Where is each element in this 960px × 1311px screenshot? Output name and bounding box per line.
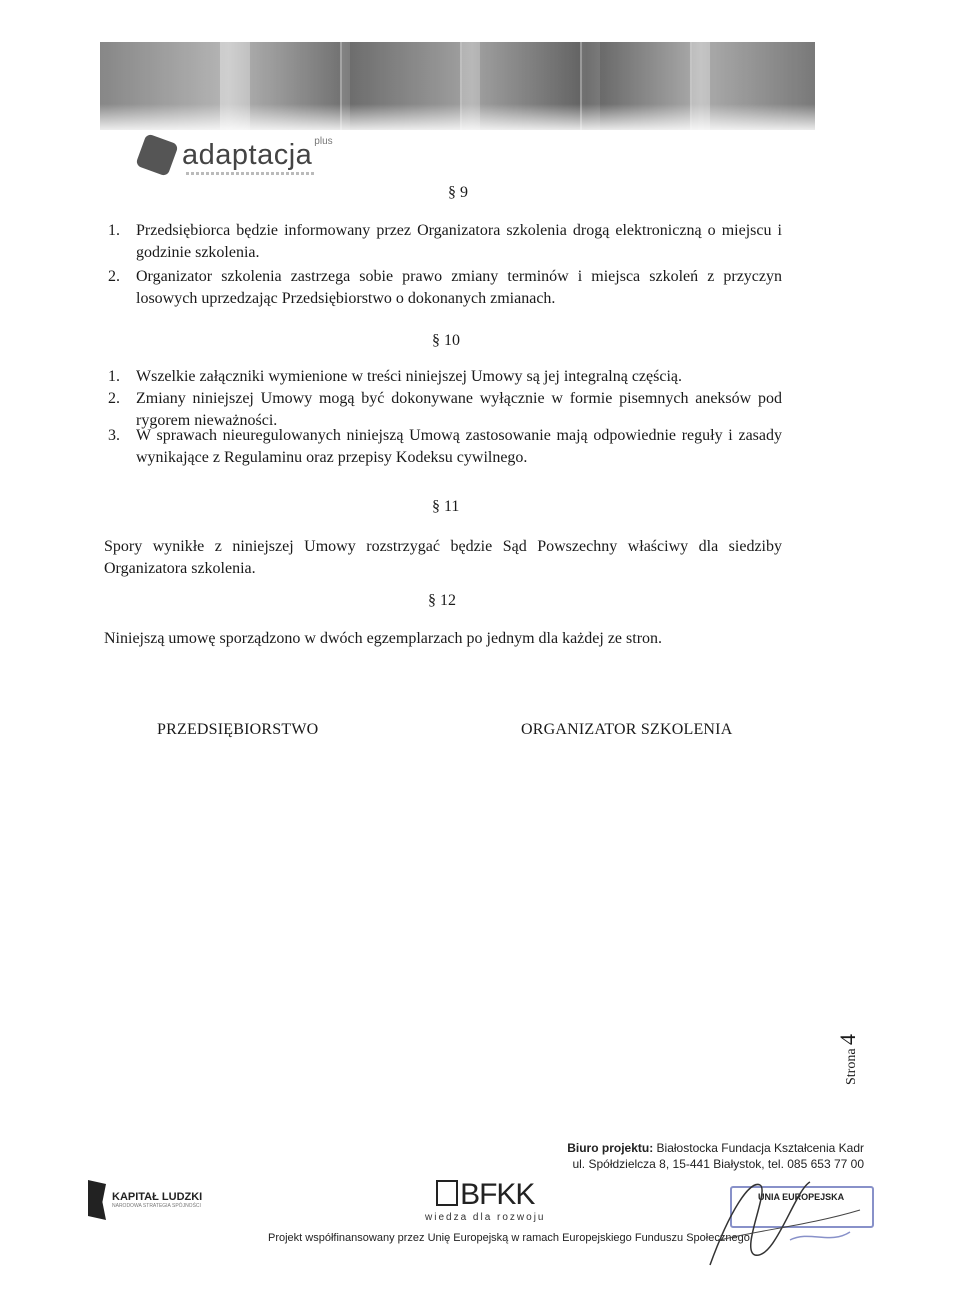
- puzzle-icon: [135, 133, 179, 177]
- paragraph: Wszelkie załączniki wymienione w treści niniejszej Umowy są jej integralną częścią.: [136, 368, 682, 385]
- paragraph: Niniejszą umowę sporządzono w dwóch egzemplarzach po jednym dla każdej ze stron.: [104, 630, 663, 647]
- office-label: Biuro projektu:: [567, 1141, 654, 1155]
- bfkk-text: BFKK: [460, 1178, 535, 1211]
- logo-tagline: [186, 172, 316, 175]
- office-name: Białostocka Fundacja Kształcenia Kadr: [656, 1141, 864, 1155]
- paragraph: W sprawach nieuregulowanych niniejszą Umową zastosowanie mają odpowiednie reguły i zasady wynikające z Regulaminu oraz przepisy Kodeksu cywilnego.: [136, 427, 782, 466]
- header-photo-banner: [100, 42, 815, 130]
- list-number: 2.: [108, 390, 120, 407]
- paragraph: Przedsiębiorca będzie informowany przez Organizatora szkolenia drogą elektroniczną o miejscu i godzinie szkolenia.: [136, 222, 782, 261]
- kapital-ludzki-logo: [88, 1180, 202, 1220]
- section-mark-12: § 12: [428, 592, 456, 609]
- project-office: [567, 1140, 864, 1172]
- kapital-ludzki-subtext: NARODOWA STRATEGIA SPÓJNOŚCI: [112, 1203, 201, 1209]
- handwritten-signature: [700, 1170, 870, 1270]
- bfkk-subtitle: wiedza dla rozwoju: [425, 1212, 546, 1223]
- list-number: 3.: [108, 427, 120, 444]
- section-mark-11: § 11: [432, 498, 460, 515]
- page-number: 4: [835, 1033, 860, 1045]
- logo-plus: plus: [314, 135, 333, 147]
- list-number: 1.: [108, 368, 120, 385]
- kapital-ludzki-text: KAPITAŁ LUDZKI: [112, 1191, 203, 1203]
- paragraph: Zmiany niniejszej Umowy mogą być dokonywane wyłącznie w formie pisemnych aneksów pod rygorem nieważności.: [136, 390, 782, 429]
- bfkk-logo: [425, 1178, 546, 1223]
- cofinancing-footer: Projekt współfinansowany przez Unię Europejską w ramach Europejskiego Funduszu Społecznego: [268, 1232, 750, 1244]
- paragraph: Organizator szkolenia zastrzega sobie prawo zmiany terminów i miejsca szkoleń z przyczyn losowych uprzedzając Przedsiębiorstwo o dokonanych zmianach.: [136, 268, 782, 307]
- office-address: ul. Spółdzielcza 8, 15-441 Białystok, tel. 085 653 77 00: [572, 1157, 864, 1171]
- flag-icon: [88, 1180, 106, 1220]
- page-number-label: [835, 1005, 860, 1085]
- section-mark-9: § 9: [448, 184, 468, 201]
- page-label: Strona: [844, 1048, 859, 1085]
- adaptacja-logo: [140, 135, 333, 172]
- section-mark-10: § 10: [432, 332, 460, 349]
- signature-right-label: ORGANIZATOR SZKOLENIA: [521, 721, 733, 738]
- signature-left-label: PRZEDSIĘBIORSTWO: [157, 721, 319, 738]
- logo-word: adaptacja: [182, 138, 313, 171]
- list-number: 2.: [108, 268, 120, 285]
- eu-stamp-text: UNIA EUROPEJSKA: [758, 1192, 845, 1202]
- list-number: 1.: [108, 222, 120, 239]
- paragraph: Spory wynikłe z niniejszej Umowy rozstrzygać będzie Sąd Powszechny właściwy dla siedziby Organizatora szkolenia.: [104, 538, 782, 577]
- bfkk-mark-icon: [436, 1180, 458, 1206]
